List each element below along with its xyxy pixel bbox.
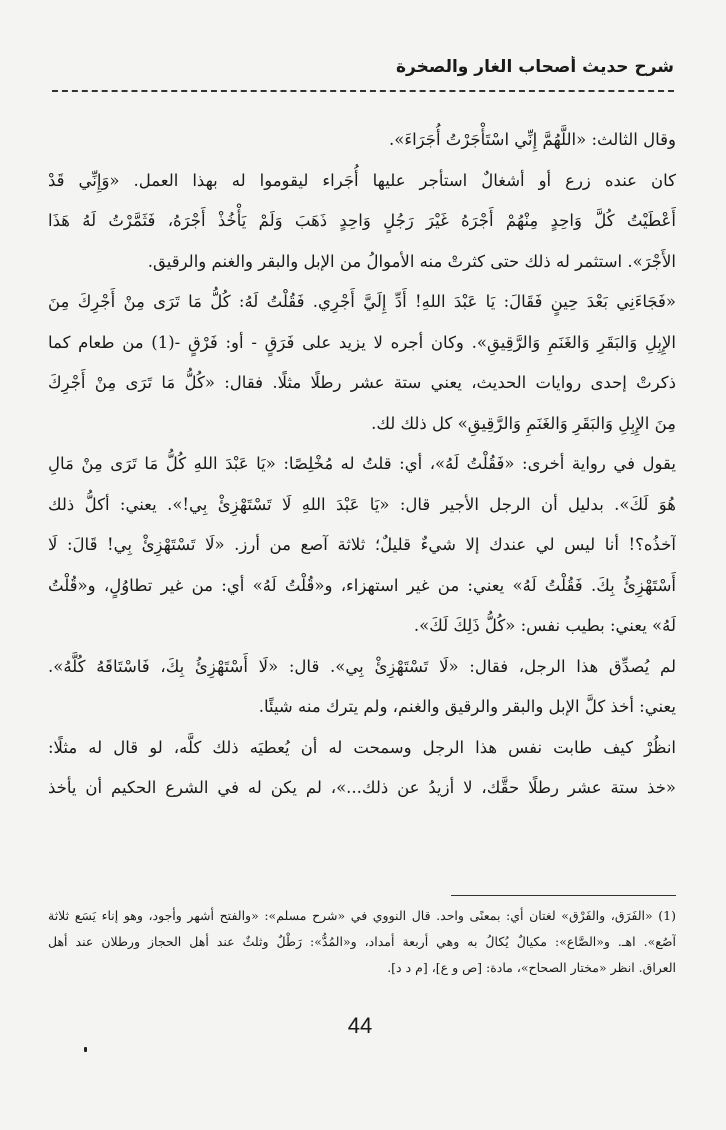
text-line: مِنَ الإِبِلِ وَالبَقَرِ وَالغَنَمِ وَالرَّقِيقِ» كل ذلك لك. bbox=[371, 413, 676, 433]
footnote-line: العراق. انظر «مختار الصحاح»، مادة: [ص و ع]، [م د د]. bbox=[387, 960, 676, 975]
text-line: هُوَ لَكَ». بدليل أن الرجل الأجير قال: «يَا عَبْدَ اللهِ لَا تَسْتَهْزِئْ بِي!». يعني: أكلُّ ذلك bbox=[48, 494, 676, 514]
text-line: كان عنده زرع أو أشغالٌ استأجر عليها أُجَراء ليقوموا له بهذا العمل. «وَإِنِّي قَدْ bbox=[48, 170, 676, 190]
text-line: الأَجْرَ». استثمر له ذلك حتى كثرتْ منه الأموالُ من الإبل والبقر والغنم والرقيق. bbox=[147, 251, 676, 271]
text-line: آخذُه؟! أنا ليس لي عندك إلا شيءٌ قليلٌ؛ ثلاثة آصع من أرز. «لَا تَسْتَهْزِئْ بِي! قَالَ: لَا bbox=[48, 535, 676, 554]
text-line: «خذ ستة عشر رطلًا حقَّك، لا أزيدُ عن ذلك...»، لم يكن له في الشرع الحكيم أن يأخذ bbox=[48, 778, 676, 797]
text-line: يقول في رواية أخرى: «فَقُلْتُ لَهُ»، أي: قلتُ له مُخْلِصًا: «يَا عَبْدَ اللهِ كُلُّ مَا تَرَى مِنْ مَالِ bbox=[48, 454, 676, 473]
text-line: ذكرتْ إحدى روايات الحديث، يعني ستة عشر رطلًا مثلًا. فقال: «كُلُّ مَا تَرَى مِنْ أَجْرِكَ bbox=[48, 373, 676, 392]
text-line: الإِبِلِ وَالبَقَرِ وَالغَنَمِ وَالرَّقِيقِ». وكان أجره لا يزيد على فَرَقٍ - أو: فَرْقٍ -(1) من طعام كما bbox=[48, 332, 676, 352]
text-line: يعني: أخذ كلَّ الإبل والبقر والرقيق والغنم، ولم يترك منه شيئًا. bbox=[258, 697, 676, 716]
page-number: 44 bbox=[347, 1013, 373, 1038]
text-line: «فَجَاءَنِي بَعْدَ حِينٍ فَقَالَ: يَا عَبْدَ اللهِ! أَدِّ إِلَيَّ أَجْرِي. فَقُلْتُ لَهُ: كُلُّ مَا تَرَى مِنْ أَجْرِكَ مِنَ bbox=[48, 292, 676, 311]
print-speck bbox=[84, 1047, 87, 1052]
text-line: لم يُصدِّق هذا الرجل، فقال: «لَا تَسْتَهْزِئْ بِي». قال: «لَا أَسْتَهْزِئُ بِكَ، فَاسْتَاقَهُ كُلَّهُ». bbox=[48, 656, 676, 676]
text-line: لَهُ» يعني: بطيب نفس: «كُلُّ ذَلِكَ لَكَ». bbox=[413, 616, 676, 635]
footnote-divider bbox=[451, 895, 676, 896]
text-line: وقال الثالث: «اللَّهُمَّ إِنِّي اسْتَأْجَرْتُ أُجَرَاءَ». bbox=[388, 130, 676, 149]
text-line: أَسْتَهْزِئُ بِكَ. فَقُلْتُ لَهُ» يعني: من غير استهزاء، و«قُلْتُ لَهُ» أي: من غير تطاوُلٍ، و«قُلْتُ bbox=[48, 575, 676, 595]
header-divider bbox=[52, 90, 674, 92]
text-line: انظُرْ كيف طابت نفس هذا الرجل وسمحت له أن يُعطيَه ذلك كلَّه، لو قال له مثلًا: bbox=[48, 737, 676, 757]
main-text bbox=[48, 120, 676, 809]
footnote-line: (1) «الفَرَق، والفَرْق» لغتان أي: بمعنًى واحد. قال النووي في «شرح مسلم»: «والفتح أشهر وأجود، وهو إناء يَسَع ثلاثة bbox=[48, 908, 676, 923]
footnotes bbox=[48, 903, 676, 981]
running-header: شرح حديث أصحاب الغار والصخرة bbox=[395, 57, 674, 77]
text-line: أَعْطَيْتُ كُلَّ وَاحِدٍ مِنْهُمْ أَجْرَهُ غَيْرَ رَجُلٍ وَاحِدٍ ذَهَبَ وَلَمْ يَأْخُذْ أَجْرَهُ، فَثَمَّرْتُ لَهُ هَذَا bbox=[48, 211, 676, 230]
footnote-line: آصُع». اهـ. و«الصَّاع»: مكيالٌ يُكالُ به وهي أربعة أمداد، و«المُدُّ»: رَطْلٌ وثلثٌ عند أهل الحجاز ورطلان عند أهل bbox=[48, 934, 676, 949]
